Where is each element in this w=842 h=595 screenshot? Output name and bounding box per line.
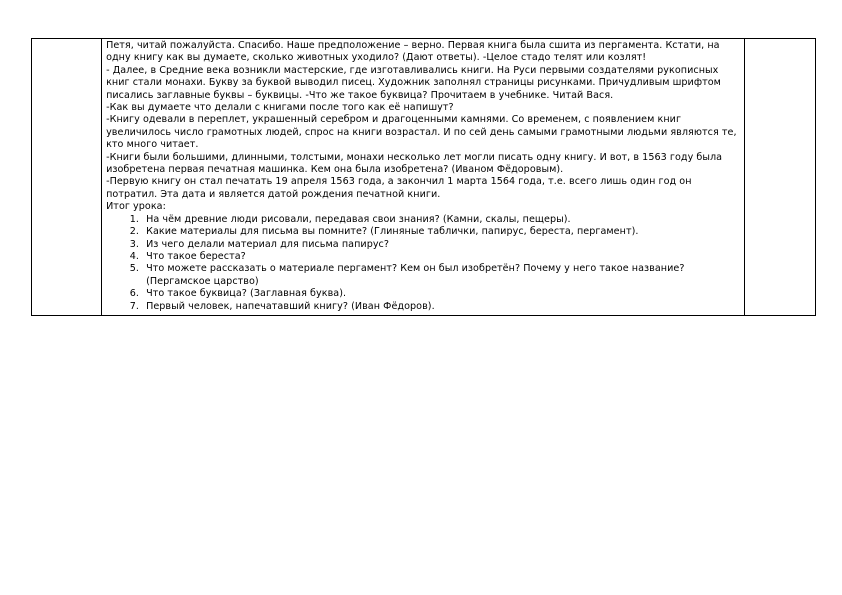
summary-heading: Итог урока: — [106, 201, 166, 213]
empty-cell-right — [744, 39, 815, 316]
list-item: 4. Что такое береста? — [142, 251, 741, 263]
paragraph: -Как вы думаете что делали с книгами после того как её напишут? — [106, 102, 454, 114]
paragraph: Петя, читай пожалуйста. Спасибо. Наше предположение – верно. Первая книга была сшита из пергамента. Кстати, на одну книгу как вы думаете, сколько животных уходило? (Дают ответы). -Целое стадо телят или козлят! — [106, 40, 720, 64]
table-row — [32, 39, 816, 316]
lesson-text-cell — [102, 39, 745, 316]
empty-cell-left — [32, 39, 102, 316]
list-item: 1. На чём древние люди рисовали, передавая свои знания? (Камни, скалы, пещеры). — [142, 214, 741, 226]
paragraph: -Книги были большими, длинными, толстыми, монахи несколько лет могли писать одну книгу. И вот, в 1563 году была изобретена первая печатная машинка. Кем она была изобретена? (Иваном Фёдоровым). — [106, 151, 723, 176]
list-item: 5. Что можете рассказать о материале пергамент? Кем он был изобретён? Почему у него такое название? (Пергамское царство) — [142, 263, 741, 288]
lesson-text — [102, 39, 744, 315]
list-item: 7. Первый человек, напечатавший книгу? (Иван Фёдоров). — [142, 301, 741, 313]
list-item: 6. Что такое буквица? (Заглавная буква). — [142, 288, 741, 300]
summary-list — [106, 214, 741, 313]
list-item: 3. Из чего делали материал для письма папирус? — [142, 239, 741, 251]
paragraph: -Первую книгу он стал печатать 19 апреля 1563 года, а закончил 1 марта 1564 года, т.е. всего лишь один год он потратил. Эта дата и является датой рождения печатной книги. — [106, 176, 692, 200]
list-item: 2. Какие материалы для письма вы помните? (Глиняные таблички, папирус, береста, пергамент). — [142, 226, 741, 238]
lesson-table — [31, 38, 816, 316]
paragraph: - Далее, в Средние века возникли мастерские, где изготавливались книги. На Руси первыми создателями рукописных книг стали монахи. Букву за буквой выводил писец. Художник заполнял страницы рисунками. Причудливым шрифтом писались заглавные буквы – буквицы. -Что же такое буквица? Прочитаем в учебнике. Читай Вася. — [106, 64, 721, 101]
paragraph: -Книгу одевали в переплет, украшенный серебром и драгоценными камнями. Со временем, с появлением книг увеличилось число грамотных людей, спрос на книги возрастал. И по сей день самыми грамотными людьми являются те, кто много читает. — [106, 114, 737, 151]
